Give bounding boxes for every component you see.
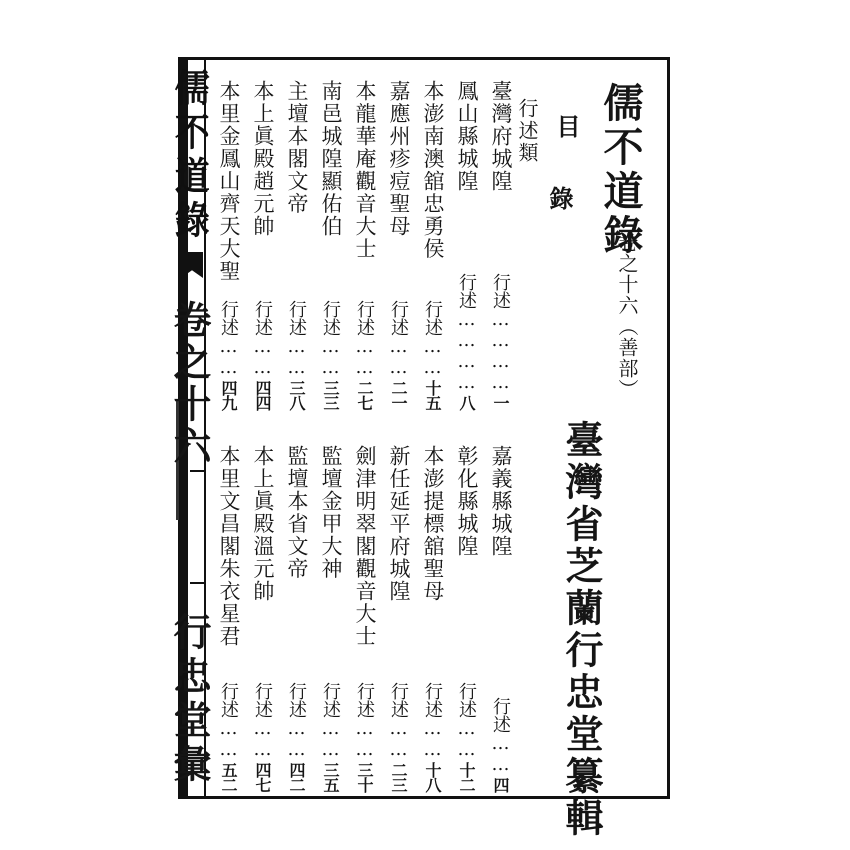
toc-entry-page: 三三 [321,380,340,410]
toc-entry-page: 三十 [355,762,374,792]
toc-entry-page: 十八 [423,762,442,792]
toc-heading-2: 錄 [545,186,574,210]
toc-entry-leader: 行述…… [490,697,511,775]
toc-entry-name: 嘉義縣城隍 [489,445,513,558]
toc-entry-page: 四七 [253,762,272,792]
toc-entry-page: 五二 [219,762,238,792]
toc-entry-page: 二三 [389,762,408,792]
margin-book-title: 儒不道錄 [168,68,211,244]
toc-entry-leader: 行述…… [286,300,307,378]
toc-entry-page: 十二 [457,762,476,792]
toc-entry-name: 本里金鳳山齊天大聖 [217,80,241,283]
toc-entry-page: 四 [491,777,510,792]
toc-entry-page: 一 [491,395,510,410]
toc-heading-1: 目 [552,114,581,138]
toc-entry-name: 彰化縣城隍 [455,445,479,558]
toc-entry-leader: 行述………… [456,273,477,393]
section-label: 行述類 [515,98,539,164]
toc-entry-name: 嘉應州疹痘聖母 [387,80,411,238]
publisher: 臺灣省芝蘭行忠堂纂輯 [559,420,604,840]
margin-rule [190,582,204,584]
toc-entry-name: 主壇本閣文帝 [285,80,309,215]
toc-entry-name: 臺灣府城隍 [489,80,513,193]
toc-entry-leader: 行述…… [252,300,273,378]
book-title: 儒不道錄 [597,82,644,258]
toc-entry-leader: 行述…… [388,682,409,760]
toc-entry-leader: 行述…… [218,300,239,378]
toc-entry-name: 南邑城隍顯佑伯 [319,80,343,238]
toc-entry-page: 三五 [321,762,340,792]
toc-entry-name: 本龍華庵觀音大士 [353,80,377,260]
toc-entry-leader: 行述…… [422,300,443,378]
margin-rule [190,470,204,472]
toc-entry-leader: 行述………… [490,273,511,393]
toc-entry-page: 四九 [219,380,238,410]
toc-entry-name: 本澎提標舘聖母 [421,445,445,603]
toc-entry-leader: 行述…… [320,682,341,760]
toc-entry-leader: 行述…… [422,682,443,760]
margin-hall-name: 行忠堂彙 [167,612,212,788]
toc-entry-name: 新任延平府城隍 [387,445,411,603]
toc-entry-leader: 行述…… [286,682,307,760]
toc-entry-name: 監壇金甲大神 [319,445,343,580]
toc-entry-page: 八 [457,395,476,410]
toc-entry-name: 本上眞殿溫元帥 [251,445,275,603]
toc-entry-leader: 行述…… [218,682,239,760]
toc-entry-page: 四二 [287,762,306,792]
margin-volume: 卷之十六 [167,300,212,468]
toc-entry-leader: 行述…… [388,300,409,378]
toc-entry-name: 本里文昌閣朱衣星君 [217,445,241,648]
toc-entry-page: 十五 [423,380,442,410]
toc-entry-name: 劍津明翠閣觀音大士 [353,445,377,648]
toc-entry-name: 監壇本省文帝 [285,445,309,580]
toc-entry-leader: 行述…… [354,682,375,760]
toc-entry-leader: 行述…… [252,682,273,760]
toc-entry-page: 三八 [287,380,306,410]
toc-entry-page: 四四 [253,380,272,410]
toc-entry-name: 鳳山縣城隍 [455,80,479,193]
toc-entry-page: 二一 [389,380,408,410]
book-volume: 卷之十六（善部） [615,232,639,400]
toc-entry-leader: 行述…… [320,300,341,378]
toc-entry-name: 本上眞殿趙元帥 [251,80,275,238]
toc-entry-leader: 行述…… [354,300,375,378]
toc-entry-leader: 行述…… [456,682,477,760]
toc-entry-name: 本澎南澳舘忠勇侯 [421,80,445,260]
toc-entry-page: 二七 [355,380,374,410]
